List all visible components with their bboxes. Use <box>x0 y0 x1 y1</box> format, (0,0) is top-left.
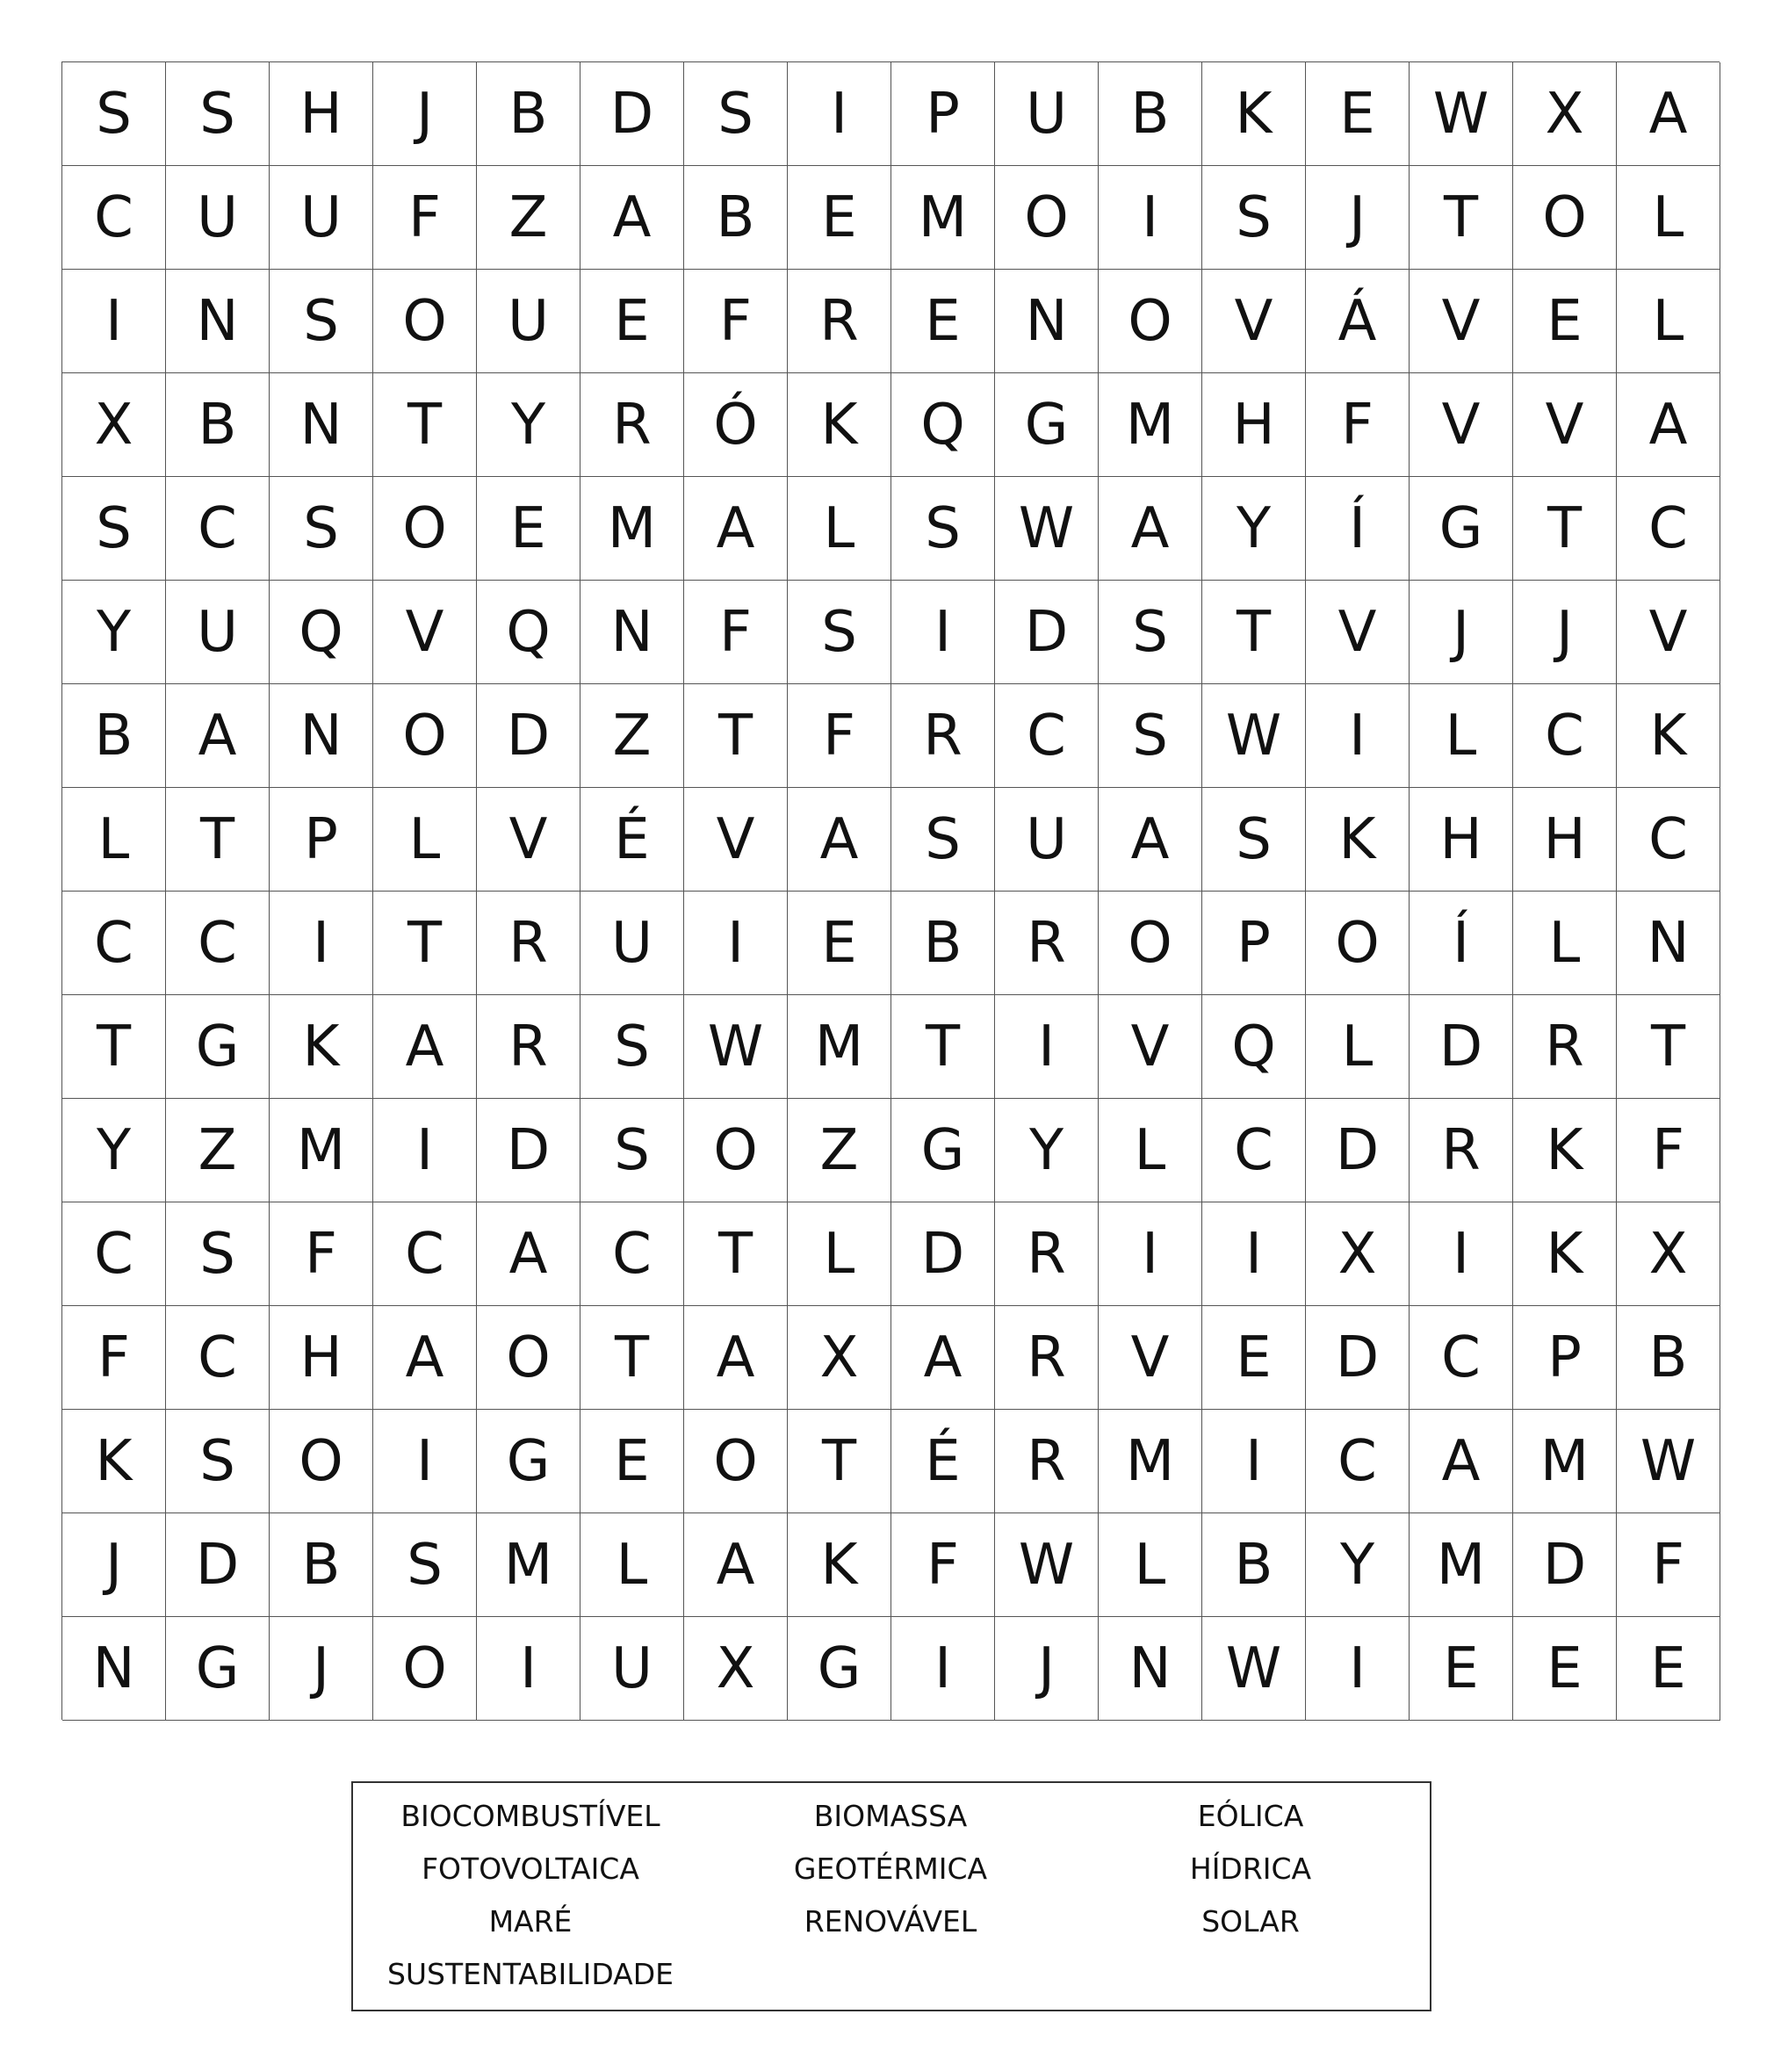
grid-cell[interactable]: R <box>477 892 580 995</box>
grid-cell[interactable]: F <box>891 1513 995 1617</box>
grid-cell[interactable]: A <box>373 1306 477 1410</box>
grid-cell[interactable]: K <box>62 1410 166 1513</box>
grid-cell[interactable]: Y <box>477 373 580 477</box>
grid-cell[interactable]: U <box>580 892 684 995</box>
grid-cell[interactable]: D <box>995 581 1099 684</box>
grid-cell[interactable]: N <box>166 270 270 373</box>
grid-cell[interactable]: V <box>1099 1306 1202 1410</box>
grid-cell[interactable]: Z <box>477 166 580 270</box>
grid-cell[interactable]: S <box>166 1410 270 1513</box>
grid-cell[interactable]: N <box>270 373 373 477</box>
grid-cell[interactable]: L <box>1099 1099 1202 1202</box>
grid-cell[interactable]: Í <box>1306 477 1410 581</box>
grid-cell[interactable]: S <box>62 62 166 166</box>
grid-cell[interactable]: D <box>891 1202 995 1306</box>
grid-cell[interactable]: K <box>1513 1099 1617 1202</box>
grid-cell[interactable]: Z <box>788 1099 891 1202</box>
grid-cell[interactable]: T <box>684 1202 788 1306</box>
grid-cell[interactable]: M <box>1410 1513 1513 1617</box>
grid-cell[interactable]: T <box>684 684 788 788</box>
grid-cell[interactable]: D <box>580 62 684 166</box>
grid-cell[interactable]: P <box>1202 892 1306 995</box>
grid-cell[interactable]: A <box>1617 373 1720 477</box>
grid-cell[interactable]: O <box>1306 892 1410 995</box>
grid-cell[interactable]: A <box>166 684 270 788</box>
grid-cell[interactable]: K <box>1617 684 1720 788</box>
grid-cell[interactable]: S <box>166 62 270 166</box>
grid-cell[interactable]: S <box>1202 788 1306 892</box>
grid-cell[interactable]: N <box>62 1617 166 1721</box>
grid-cell[interactable]: G <box>1410 477 1513 581</box>
grid-cell[interactable]: K <box>788 1513 891 1617</box>
grid-cell[interactable]: D <box>477 684 580 788</box>
grid-cell[interactable]: U <box>166 581 270 684</box>
grid-cell[interactable]: W <box>684 995 788 1099</box>
grid-cell[interactable]: P <box>270 788 373 892</box>
grid-cell[interactable]: O <box>270 1410 373 1513</box>
grid-cell[interactable]: M <box>1099 373 1202 477</box>
grid-cell[interactable]: R <box>995 892 1099 995</box>
grid-cell[interactable]: C <box>1202 1099 1306 1202</box>
grid-cell[interactable]: T <box>1410 166 1513 270</box>
grid-cell[interactable]: S <box>270 477 373 581</box>
grid-cell[interactable]: O <box>477 1306 580 1410</box>
grid-cell[interactable]: I <box>1099 166 1202 270</box>
grid-cell[interactable]: I <box>1202 1202 1306 1306</box>
grid-cell[interactable]: V <box>477 788 580 892</box>
grid-cell[interactable]: U <box>580 1617 684 1721</box>
grid-cell[interactable]: G <box>788 1617 891 1721</box>
grid-cell[interactable]: C <box>166 477 270 581</box>
grid-cell[interactable]: N <box>995 270 1099 373</box>
grid-cell[interactable]: T <box>891 995 995 1099</box>
grid-cell[interactable]: I <box>1306 684 1410 788</box>
word-solar: SOLAR <box>1201 1904 1300 1938</box>
grid-cell[interactable]: E <box>1513 270 1617 373</box>
grid-cell[interactable]: I <box>788 62 891 166</box>
grid-cell[interactable]: R <box>995 1306 1099 1410</box>
grid-cell[interactable]: F <box>684 581 788 684</box>
grid-cell[interactable]: A <box>1099 788 1202 892</box>
grid-cell[interactable]: C <box>1617 477 1720 581</box>
grid-cell[interactable]: K <box>788 373 891 477</box>
grid-cell[interactable]: R <box>995 1202 1099 1306</box>
grid-cell[interactable]: A <box>1410 1410 1513 1513</box>
grid-cell[interactable]: W <box>1202 684 1306 788</box>
grid-cell[interactable]: R <box>1513 995 1617 1099</box>
grid-cell[interactable]: A <box>891 1306 995 1410</box>
grid-cell[interactable]: A <box>580 166 684 270</box>
word-sustentabilidade: SUSTENTABILIDADE <box>386 1957 674 1991</box>
grid-cell[interactable]: M <box>477 1513 580 1617</box>
word-mare: MARÉ <box>488 1904 573 1938</box>
grid-cell[interactable]: V <box>373 581 477 684</box>
grid-cell[interactable]: W <box>1202 1617 1306 1721</box>
grid-cell[interactable]: E <box>891 270 995 373</box>
grid-cell[interactable]: O <box>1099 270 1202 373</box>
grid-cell[interactable]: M <box>788 995 891 1099</box>
grid-cell[interactable]: V <box>1617 581 1720 684</box>
grid-cell[interactable]: S <box>62 477 166 581</box>
grid-cell[interactable]: T <box>62 995 166 1099</box>
grid-cell[interactable]: R <box>788 270 891 373</box>
grid-cell[interactable]: Y <box>1306 1513 1410 1617</box>
grid-cell[interactable]: E <box>1617 1617 1720 1721</box>
grid-cell[interactable]: T <box>1202 581 1306 684</box>
grid-cell[interactable]: I <box>995 995 1099 1099</box>
grid-cell[interactable]: L <box>1306 995 1410 1099</box>
grid-cell[interactable]: C <box>580 1202 684 1306</box>
grid-cell[interactable]: J <box>62 1513 166 1617</box>
grid-cell[interactable]: L <box>1099 1513 1202 1617</box>
grid-cell[interactable]: E <box>1306 62 1410 166</box>
grid-cell[interactable]: J <box>373 62 477 166</box>
grid-cell[interactable]: S <box>1202 166 1306 270</box>
grid-cell[interactable]: F <box>788 684 891 788</box>
grid-cell[interactable]: K <box>270 995 373 1099</box>
grid-cell[interactable]: L <box>788 477 891 581</box>
grid-cell[interactable]: S <box>1099 581 1202 684</box>
grid-cell[interactable]: S <box>684 62 788 166</box>
grid-cell[interactable]: I <box>373 1099 477 1202</box>
grid-cell[interactable]: R <box>580 373 684 477</box>
grid-cell[interactable]: S <box>270 270 373 373</box>
grid-cell[interactable]: I <box>62 270 166 373</box>
grid-cell[interactable]: A <box>788 788 891 892</box>
grid-cell[interactable]: X <box>1513 62 1617 166</box>
grid-cell[interactable]: B <box>1099 62 1202 166</box>
grid-cell[interactable]: X <box>1306 1202 1410 1306</box>
grid-cell[interactable]: I <box>270 892 373 995</box>
grid-cell[interactable]: W <box>1410 62 1513 166</box>
grid-cell[interactable]: O <box>373 270 477 373</box>
grid-cell[interactable]: U <box>477 270 580 373</box>
grid-cell[interactable]: A <box>684 477 788 581</box>
word-fotovoltaica: FOTOVOLTAICA <box>422 1852 639 1886</box>
grid-cell[interactable]: I <box>684 892 788 995</box>
grid-cell[interactable]: G <box>166 995 270 1099</box>
grid-cell[interactable]: O <box>684 1099 788 1202</box>
grid-cell[interactable]: N <box>270 684 373 788</box>
grid-cell[interactable]: U <box>995 62 1099 166</box>
grid-cell[interactable]: F <box>1306 373 1410 477</box>
grid-cell[interactable]: Y <box>62 1099 166 1202</box>
grid-cell[interactable]: F <box>684 270 788 373</box>
grid-cell[interactable]: L <box>62 788 166 892</box>
grid-cell[interactable]: G <box>166 1617 270 1721</box>
grid-cell[interactable]: C <box>62 166 166 270</box>
grid-cell[interactable]: X <box>788 1306 891 1410</box>
grid-cell[interactable]: I <box>1306 1617 1410 1721</box>
grid-cell[interactable]: B <box>684 166 788 270</box>
grid-cell[interactable]: K <box>1202 62 1306 166</box>
grid-cell[interactable]: M <box>1099 1410 1202 1513</box>
grid-cell[interactable]: J <box>270 1617 373 1721</box>
grid-cell[interactable]: X <box>684 1617 788 1721</box>
grid-cell[interactable]: G <box>891 1099 995 1202</box>
grid-cell[interactable]: T <box>788 1410 891 1513</box>
grid-cell[interactable]: E <box>1513 1617 1617 1721</box>
grid-cell[interactable]: T <box>580 1306 684 1410</box>
grid-cell[interactable]: O <box>373 684 477 788</box>
grid-cell[interactable]: X <box>62 373 166 477</box>
grid-cell[interactable]: Z <box>166 1099 270 1202</box>
grid-cell[interactable]: I <box>1202 1410 1306 1513</box>
grid-cell[interactable]: L <box>373 788 477 892</box>
grid-cell[interactable]: U <box>270 166 373 270</box>
grid-cell[interactable]: G <box>995 373 1099 477</box>
grid-cell[interactable]: S <box>580 995 684 1099</box>
grid-cell[interactable]: S <box>373 1513 477 1617</box>
grid-cell[interactable]: H <box>1410 788 1513 892</box>
grid-cell[interactable]: A <box>1099 477 1202 581</box>
grid-cell[interactable]: E <box>477 477 580 581</box>
grid-cell[interactable]: A <box>684 1513 788 1617</box>
word-bank <box>351 1781 1431 2011</box>
grid-cell[interactable]: T <box>166 788 270 892</box>
grid-cell[interactable]: S <box>1099 684 1202 788</box>
grid-cell[interactable]: M <box>891 166 995 270</box>
grid-cell[interactable]: V <box>1513 373 1617 477</box>
grid-cell[interactable]: A <box>1617 62 1720 166</box>
grid-cell[interactable]: B <box>1617 1306 1720 1410</box>
grid-cell[interactable]: Q <box>477 581 580 684</box>
grid-cell[interactable]: T <box>1513 477 1617 581</box>
grid-cell[interactable]: D <box>1513 1513 1617 1617</box>
grid-cell[interactable]: P <box>891 62 995 166</box>
word-hidrica: HÍDRICA <box>1189 1852 1312 1886</box>
grid-cell[interactable]: A <box>477 1202 580 1306</box>
grid-cell[interactable]: J <box>1306 166 1410 270</box>
grid-cell[interactable]: V <box>1099 995 1202 1099</box>
grid-cell[interactable]: S <box>891 788 995 892</box>
word-geotermica: GEOTÉRMICA <box>793 1852 988 1886</box>
grid-cell[interactable]: C <box>1617 788 1720 892</box>
grid-cell[interactable]: C <box>1410 1306 1513 1410</box>
grid-cell[interactable]: O <box>684 1410 788 1513</box>
grid-cell[interactable]: S <box>788 581 891 684</box>
grid-cell[interactable]: I <box>1099 1202 1202 1306</box>
grid-cell[interactable]: Z <box>580 684 684 788</box>
grid-cell[interactable]: Y <box>995 1099 1099 1202</box>
grid-cell[interactable]: J <box>1410 581 1513 684</box>
grid-cell[interactable]: O <box>373 1617 477 1721</box>
grid-cell[interactable]: C <box>1513 684 1617 788</box>
grid-cell[interactable]: I <box>1410 1202 1513 1306</box>
grid-cell[interactable]: L <box>1617 166 1720 270</box>
grid-cell[interactable]: O <box>995 166 1099 270</box>
grid-cell[interactable]: É <box>891 1410 995 1513</box>
grid-cell[interactable]: Á <box>1306 270 1410 373</box>
grid-cell[interactable]: X <box>1617 1202 1720 1306</box>
grid-cell[interactable]: K <box>1513 1202 1617 1306</box>
grid-cell[interactable]: E <box>788 892 891 995</box>
grid-cell[interactable]: O <box>373 477 477 581</box>
grid-cell[interactable]: V <box>1410 270 1513 373</box>
grid-cell[interactable]: M <box>270 1099 373 1202</box>
grid-cell[interactable]: N <box>580 581 684 684</box>
grid-cell[interactable]: O <box>1099 892 1202 995</box>
grid-cell[interactable]: I <box>891 581 995 684</box>
grid-cell[interactable]: V <box>1202 270 1306 373</box>
grid-cell[interactable]: R <box>1410 1099 1513 1202</box>
grid-cell[interactable]: F <box>270 1202 373 1306</box>
grid-cell[interactable]: A <box>373 995 477 1099</box>
grid-cell[interactable]: M <box>1513 1410 1617 1513</box>
grid-cell[interactable]: I <box>477 1617 580 1721</box>
grid-cell[interactable]: T <box>373 892 477 995</box>
grid-cell[interactable]: L <box>1410 684 1513 788</box>
grid-cell[interactable]: C <box>373 1202 477 1306</box>
grid-cell[interactable]: É <box>580 788 684 892</box>
grid-cell[interactable]: D <box>166 1513 270 1617</box>
grid-cell[interactable]: R <box>477 995 580 1099</box>
grid-cell[interactable]: R <box>995 1410 1099 1513</box>
word-biomassa: BIOMASSA <box>813 1799 968 1833</box>
grid-cell[interactable]: Q <box>270 581 373 684</box>
grid-cell[interactable]: B <box>62 684 166 788</box>
grid-cell[interactable]: L <box>788 1202 891 1306</box>
word-eolica: EÓLICA <box>1197 1799 1304 1833</box>
grid-cell[interactable]: N <box>1617 892 1720 995</box>
grid-cell[interactable]: U <box>995 788 1099 892</box>
grid-cell[interactable]: V <box>1410 373 1513 477</box>
grid-cell[interactable]: W <box>1617 1410 1720 1513</box>
grid-cell[interactable]: C <box>166 1306 270 1410</box>
grid-cell[interactable]: B <box>477 62 580 166</box>
grid-cell[interactable]: W <box>995 477 1099 581</box>
grid-cell[interactable]: J <box>1513 581 1617 684</box>
grid-cell[interactable]: Y <box>1202 477 1306 581</box>
letter-grid <box>61 61 1720 1720</box>
grid-cell[interactable]: C <box>1306 1410 1410 1513</box>
grid-cell[interactable]: T <box>1617 995 1720 1099</box>
grid-cell[interactable]: B <box>270 1513 373 1617</box>
grid-cell[interactable]: C <box>995 684 1099 788</box>
grid-cell[interactable]: L <box>1617 270 1720 373</box>
grid-cell[interactable]: F <box>1617 1099 1720 1202</box>
grid-cell[interactable]: N <box>1099 1617 1202 1721</box>
grid-cell[interactable]: P <box>1513 1306 1617 1410</box>
grid-cell[interactable]: J <box>995 1617 1099 1721</box>
grid-cell[interactable]: H <box>270 1306 373 1410</box>
word-renovavel: RENOVÁVEL <box>804 1904 977 1938</box>
grid-cell[interactable]: U <box>166 166 270 270</box>
grid-cell[interactable]: D <box>1306 1099 1410 1202</box>
grid-cell[interactable]: L <box>1513 892 1617 995</box>
grid-cell[interactable]: O <box>1513 166 1617 270</box>
word-biocombustivel: BIOCOMBUSTÍVEL <box>400 1799 660 1833</box>
grid-cell[interactable]: K <box>1306 788 1410 892</box>
grid-cell[interactable]: B <box>1202 1513 1306 1617</box>
grid-cell[interactable]: D <box>1410 995 1513 1099</box>
grid-cell[interactable]: S <box>166 1202 270 1306</box>
grid-cell[interactable]: I <box>891 1617 995 1721</box>
grid-cell[interactable]: F <box>62 1306 166 1410</box>
grid-cell[interactable]: E <box>580 1410 684 1513</box>
grid-cell[interactable]: E <box>580 270 684 373</box>
grid-cell[interactable]: Ó <box>684 373 788 477</box>
grid-cell[interactable]: C <box>166 892 270 995</box>
grid-cell[interactable]: F <box>1617 1513 1720 1617</box>
grid-cell[interactable]: F <box>373 166 477 270</box>
grid-cell[interactable]: R <box>891 684 995 788</box>
grid-cell[interactable]: H <box>1513 788 1617 892</box>
grid-cell[interactable]: E <box>1202 1306 1306 1410</box>
grid-cell[interactable]: D <box>477 1099 580 1202</box>
grid-cell[interactable]: H <box>270 62 373 166</box>
grid-cell[interactable]: T <box>373 373 477 477</box>
grid-cell[interactable]: M <box>580 477 684 581</box>
grid-cell[interactable]: S <box>891 477 995 581</box>
grid-cell[interactable]: L <box>580 1513 684 1617</box>
grid-cell[interactable]: V <box>1306 581 1410 684</box>
grid-cell[interactable]: B <box>891 892 995 995</box>
grid-cell[interactable]: Y <box>62 581 166 684</box>
grid-cell[interactable]: E <box>788 166 891 270</box>
grid-cell[interactable]: Q <box>1202 995 1306 1099</box>
grid-cell[interactable]: V <box>684 788 788 892</box>
grid-cell[interactable]: I <box>373 1410 477 1513</box>
grid-cell[interactable]: E <box>1410 1617 1513 1721</box>
grid-cell[interactable]: Í <box>1410 892 1513 995</box>
grid-cell[interactable]: D <box>1306 1306 1410 1410</box>
grid-cell[interactable]: Q <box>891 373 995 477</box>
grid-cell[interactable]: S <box>580 1099 684 1202</box>
grid-cell[interactable]: W <box>995 1513 1099 1617</box>
grid-cell[interactable]: C <box>62 1202 166 1306</box>
grid-cell[interactable]: C <box>62 892 166 995</box>
grid-cell[interactable]: G <box>477 1410 580 1513</box>
grid-cell[interactable]: B <box>166 373 270 477</box>
grid-cell[interactable]: A <box>684 1306 788 1410</box>
grid-cell[interactable]: H <box>1202 373 1306 477</box>
